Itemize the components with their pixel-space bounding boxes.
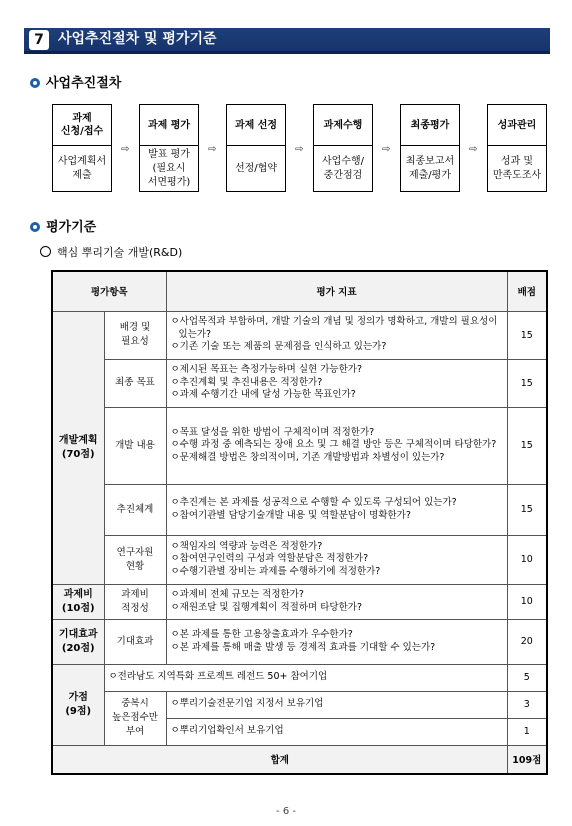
indicator-cell bbox=[166, 619, 507, 664]
indicator-cell bbox=[166, 407, 507, 484]
indicator-line: ㅇ기존 기술 또는 제품의 문제점을 인식하고 있는가? bbox=[170, 341, 387, 353]
criteria-heading-text: 평가기준 bbox=[46, 220, 97, 235]
process-step bbox=[52, 104, 112, 192]
indicator-line: ㅇ본 과제를 통한 고용창출효과가 우수한가? bbox=[170, 629, 353, 640]
process-heading-text: 사업추진절차 bbox=[46, 76, 122, 91]
total-label: 합계 bbox=[52, 745, 507, 774]
table-row bbox=[52, 311, 547, 359]
indicator-line: ㅇ제시된 목표는 측정가능하며 실현 가능한가? bbox=[170, 364, 362, 376]
table-row bbox=[52, 584, 547, 619]
indicator-line: ㅇ수행기관별 장비는 과제를 수행하기에 적정한가? bbox=[170, 565, 381, 577]
item-label: 추진체계 bbox=[104, 484, 166, 535]
header-item: 평가항목 bbox=[52, 271, 166, 311]
score-cell: 15 bbox=[507, 484, 547, 535]
indicator-line: ㅇ뿌리기업확인서 보유기업 bbox=[170, 725, 284, 737]
process-step bbox=[226, 104, 286, 192]
score-cell: 10 bbox=[507, 535, 547, 584]
process-step-body: 성과 및 만족도조사 bbox=[492, 156, 542, 181]
item-label: 배경 및 필요성 bbox=[104, 311, 166, 359]
indicator-line: ㅇ참여연구인력의 구성과 역할분담은 적정한가? bbox=[170, 553, 369, 565]
process-step-title: 과제 평가 bbox=[140, 105, 198, 146]
circle-bullet-icon bbox=[40, 246, 51, 257]
indicator-line: ㅇ전라남도 지역특화 프로젝트 레전드 50+ 참여기업 bbox=[108, 671, 328, 683]
group-label: 과제비 (10점) bbox=[52, 584, 104, 619]
process-step-title: 최종평가 bbox=[401, 105, 459, 146]
process-step bbox=[400, 104, 460, 192]
item-label: 기대효과 bbox=[104, 619, 166, 664]
score-cell: 15 bbox=[507, 359, 547, 407]
process-step bbox=[139, 104, 199, 192]
subheading-text: 핵심 뿌리기술 개발(R&D) bbox=[57, 246, 183, 259]
indicator-line: ㅇ문제해결 방법은 창의적이며, 기존 개발방법과 차별성이 있는가? bbox=[170, 451, 445, 463]
indicator-cell bbox=[166, 584, 507, 619]
process-step-body: 선정/협약 bbox=[234, 163, 277, 174]
indicator-line: ㅇ과제 수행기간 내에 달성 가능한 목표인가? bbox=[170, 389, 356, 401]
indicator-line: ㅇ책임자의 역량과 능력은 적정한가? bbox=[170, 540, 323, 552]
indicator-cell bbox=[166, 484, 507, 535]
group-label: 개발계획 (70점) bbox=[52, 311, 104, 584]
table-row bbox=[52, 407, 547, 484]
indicator-line: ㅇ과제비 전체 규모는 적정한가? bbox=[170, 589, 304, 600]
section-title: 사업추진절차 및 평가기준 bbox=[58, 31, 217, 47]
group-label: 가점 (9점) bbox=[52, 664, 104, 745]
item-label: 중복시 높은점수만 부여 bbox=[104, 691, 166, 745]
arrow-right-icon: ⇨ bbox=[295, 144, 304, 155]
evaluation-table bbox=[51, 270, 548, 775]
section-title-bar bbox=[24, 28, 550, 54]
process-step bbox=[487, 104, 547, 192]
table-row bbox=[52, 359, 547, 407]
total-row bbox=[52, 745, 547, 774]
indicator-line: ㅇ수행 과정 중 예측되는 장애 요소 및 그 해결 방안 등은 구체적이며 타당한가? bbox=[170, 439, 497, 451]
arrow-right-icon: ⇨ bbox=[121, 144, 130, 155]
score-cell: 15 bbox=[507, 311, 547, 359]
arrow-right-icon: ⇨ bbox=[382, 144, 391, 155]
indicator-line: ㅇ본 과제를 통해 매출 발생 등 경제적 효과를 기대할 수 있는가? bbox=[170, 641, 436, 653]
indicator-line: ㅇ사업목적과 부합하며, 개발 기술의 개념 및 정의가 명확하고, 개발의 필요성이 있는가? bbox=[170, 316, 498, 340]
page-number: - 6 - bbox=[276, 806, 296, 817]
score-cell: 20 bbox=[507, 619, 547, 664]
process-step-title: 과제수행 bbox=[314, 105, 372, 146]
process-step-body: 사업수행/ 중간점검 bbox=[321, 156, 364, 181]
process-step-title: 과제 신청/접수 bbox=[53, 105, 111, 146]
process-step-title: 성과관리 bbox=[488, 105, 546, 146]
item-label: 과제비 적정성 bbox=[104, 584, 166, 619]
indicator-cell bbox=[104, 664, 507, 691]
score-cell: 5 bbox=[507, 664, 547, 691]
total-score: 109점 bbox=[507, 745, 547, 774]
process-step-body: 발표 평가 (필요시 서면평가) bbox=[147, 149, 191, 188]
indicator-line: ㅇ재원조달 및 집행계획이 적절하며 타당한가? bbox=[170, 601, 362, 613]
process-step-body: 최종보고서 제출/평가 bbox=[405, 156, 455, 181]
process-step-body: 사업계획서 제출 bbox=[57, 156, 107, 181]
table-row bbox=[52, 664, 547, 691]
indicator-cell bbox=[166, 311, 507, 359]
table-header-row bbox=[52, 271, 547, 311]
indicator-cell bbox=[166, 718, 507, 745]
arrow-right-icon: ⇨ bbox=[208, 144, 217, 155]
table-row bbox=[52, 691, 547, 718]
indicator-cell bbox=[166, 359, 507, 407]
section-number: 7 bbox=[29, 30, 49, 50]
process-step-title: 과제 선정 bbox=[227, 105, 285, 146]
score-cell: 3 bbox=[507, 691, 547, 718]
indicator-line: ㅇ목표 달성을 위한 방법이 구체적이며 적정한가? bbox=[170, 426, 375, 438]
criteria-heading bbox=[30, 219, 96, 237]
item-label: 개발 내용 bbox=[104, 407, 166, 484]
score-cell: 15 bbox=[507, 407, 547, 484]
process-step bbox=[313, 104, 373, 192]
item-label: 최종 목표 bbox=[104, 359, 166, 407]
indicator-line: ㅇ추진계는 본 과제를 성공적으로 수행할 수 있도록 구성되어 있는가? bbox=[170, 497, 457, 508]
indicator-cell bbox=[166, 691, 507, 718]
table-row bbox=[52, 619, 547, 664]
process-heading bbox=[30, 75, 121, 93]
score-cell: 1 bbox=[507, 718, 547, 745]
table-row bbox=[52, 484, 547, 535]
table-row bbox=[52, 535, 547, 584]
bullet-icon bbox=[30, 78, 40, 88]
group-label: 기대효과 (20점) bbox=[52, 619, 104, 664]
arrow-right-icon: ⇨ bbox=[469, 144, 478, 155]
indicator-line: ㅇ뿌리기술전문기업 지정서 보유기업 bbox=[170, 698, 324, 710]
header-indicator: 평가 지표 bbox=[166, 271, 507, 311]
indicator-line: ㅇ참여기관별 담당기술개발 내용 및 역할분담이 명확한가? bbox=[170, 509, 411, 521]
bullet-icon bbox=[30, 222, 40, 232]
item-label: 연구자원 현황 bbox=[104, 535, 166, 584]
header-score: 배점 bbox=[507, 271, 547, 311]
indicator-line: ㅇ추진계획 및 추진내용은 적정한가? bbox=[170, 376, 323, 388]
score-cell: 10 bbox=[507, 584, 547, 619]
subheading bbox=[40, 245, 182, 261]
indicator-cell bbox=[166, 535, 507, 584]
